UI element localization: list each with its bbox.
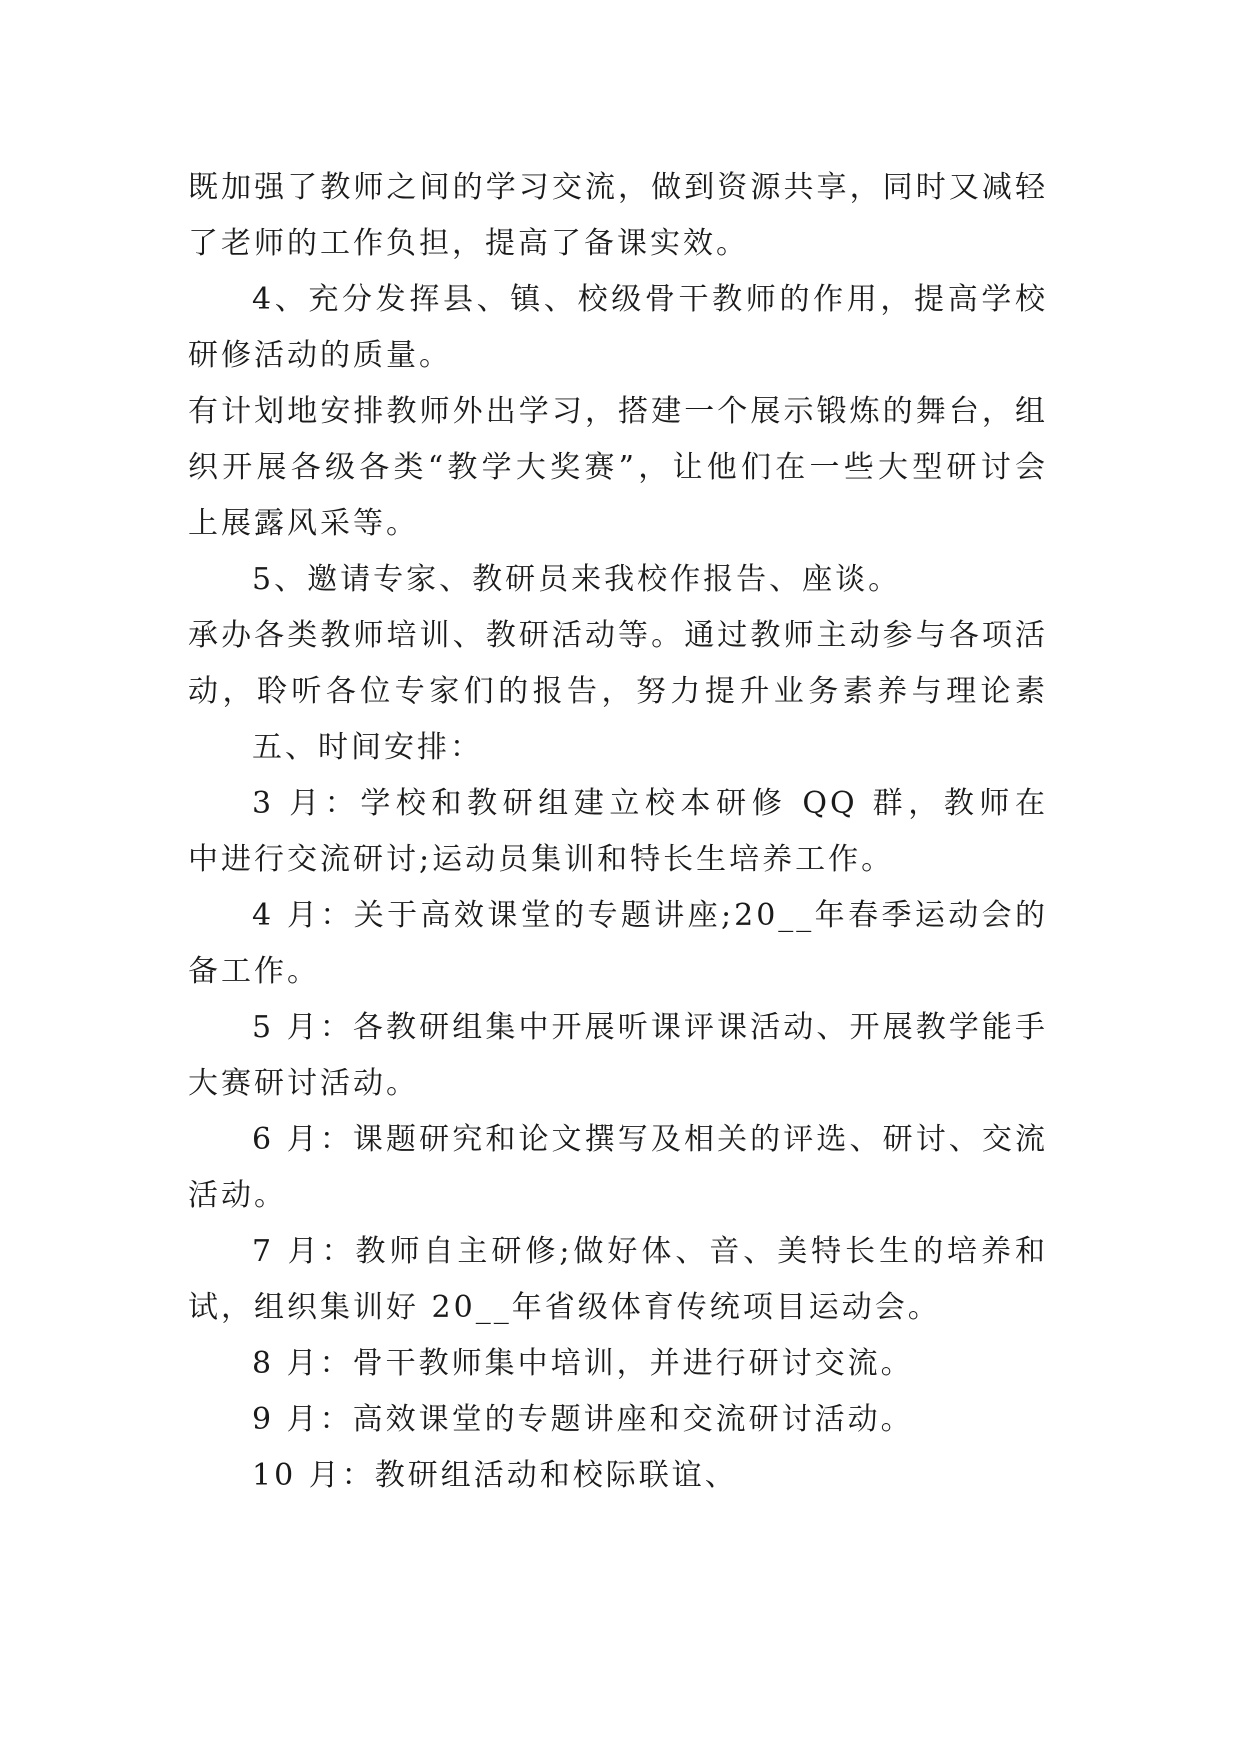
text-line: 既加强了教师之间的学习交流，做到资源共享，同时又减轻 — [188, 170, 1048, 205]
text-line: 动，聆听各位专家们的报告，努力提升业务素养与理论素 — [188, 674, 1048, 709]
text-line: 3 月：学校和教研组建立校本研修 QQ 群，教师在 — [252, 786, 1048, 821]
section-heading: 五、时间安排： — [252, 730, 483, 765]
text-line: 活动。 — [188, 1178, 287, 1213]
text-line: 大赛研讨活动。 — [188, 1066, 419, 1101]
text-line: 6 月：课题研究和论文撰写及相关的评选、研讨、交流 — [252, 1122, 1048, 1157]
text-line: 织开展各级各类“教学大奖赛”，让他们在一些大型研讨会 — [188, 450, 1048, 485]
text-line: 10 月：教研组活动和校际联谊、 — [252, 1458, 738, 1493]
text-line: 上展露风采等。 — [188, 506, 419, 541]
text-line: 有计划地安排教师外出学习，搭建一个展示锻炼的舞台，组 — [188, 394, 1048, 429]
text-line: 5、邀请专家、教研员来我校作报告、座谈。 — [252, 562, 902, 597]
text-line: 了老师的工作负担，提高了备课实效。 — [188, 226, 749, 261]
text-line: 4 月：关于高效课堂的专题讲座;20__年春季运动会的 — [252, 898, 1048, 933]
text-line: 中进行交流研讨;运动员集训和特长生培养工作。 — [188, 842, 895, 877]
text-line: 9 月：高效课堂的专题讲座和交流研讨活动。 — [252, 1402, 914, 1437]
text-line: 备工作。 — [188, 954, 320, 989]
text-line: 4、充分发挥县、镇、校级骨干教师的作用，提高学校 — [252, 282, 1048, 317]
text-line: 5 月：各教研组集中开展听课评课活动、开展教学能手 — [252, 1010, 1048, 1045]
document-body — [188, 160, 1048, 1504]
text-line: 试，组织集训好 20__年省级体育传统项目运动会。 — [188, 1290, 941, 1325]
text-line: 8 月：骨干教师集中培训，并进行研讨交流。 — [252, 1346, 914, 1381]
text-line: 承办各类教师培训、教研活动等。通过教师主动参与各项活 — [188, 618, 1048, 653]
text-line: 研修活动的质量。 — [188, 338, 452, 373]
text-line: 7 月：教师自主研修;做好体、音、美特长生的培养和 — [252, 1234, 1048, 1269]
